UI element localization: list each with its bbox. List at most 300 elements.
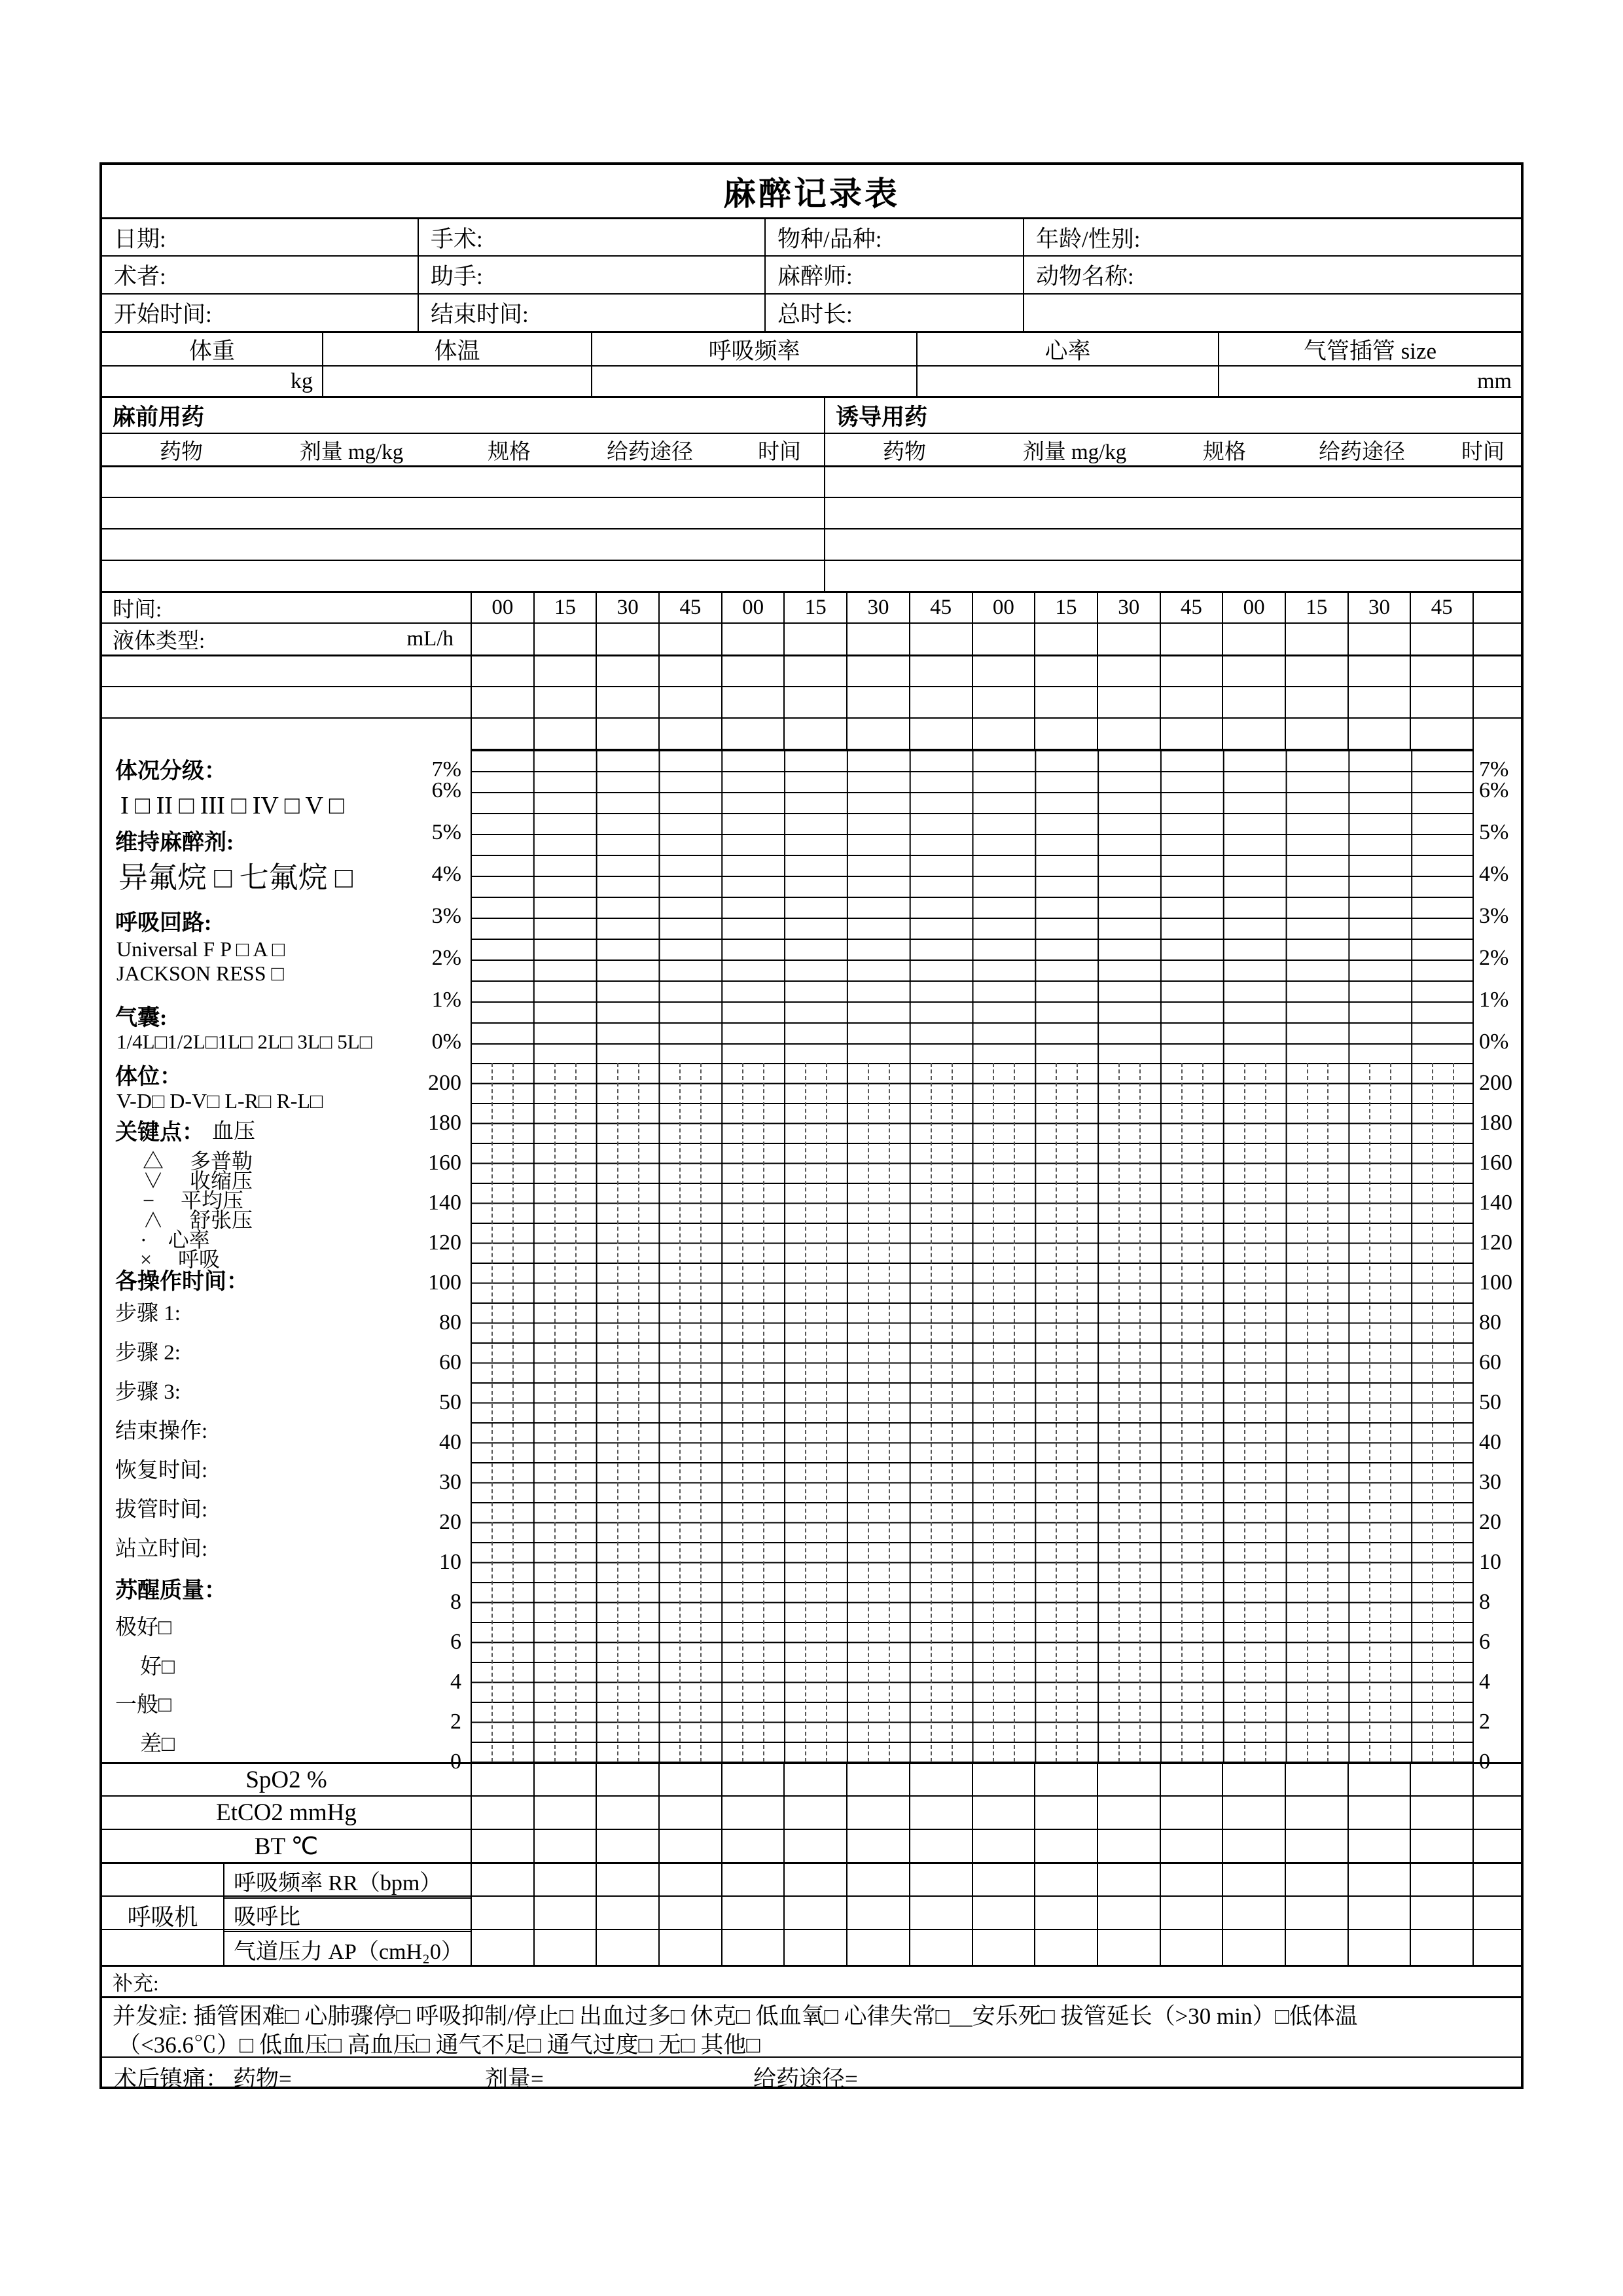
age-sex-field[interactable]: 年龄/性别: xyxy=(1023,219,1521,255)
scale-label-left: 0% xyxy=(431,1030,461,1054)
grid-cell xyxy=(846,1864,909,1895)
grid-cell xyxy=(846,719,909,749)
scale-label-right: 2% xyxy=(1479,946,1509,970)
grid-cell xyxy=(721,656,784,686)
grid-dashed-line xyxy=(805,1063,806,1762)
grid-cell xyxy=(1160,624,1222,655)
grid-dashed-line xyxy=(512,1063,514,1762)
grid-cell xyxy=(1034,1797,1097,1829)
scale-label-left: 120 xyxy=(428,1230,461,1255)
grid-cell xyxy=(1222,719,1285,749)
grid-cell xyxy=(1222,1930,1285,1965)
assistant-field[interactable]: 助手: xyxy=(418,257,764,293)
grid-cell xyxy=(1097,1897,1160,1929)
scale-label-right: 160 xyxy=(1479,1150,1512,1175)
blank-grid-row xyxy=(102,686,1521,717)
induction-entry-cell[interactable] xyxy=(824,529,1521,560)
col-route: 给药途径 xyxy=(1319,440,1405,464)
grid-dashed-line xyxy=(1118,1063,1120,1762)
grid-cell xyxy=(658,656,721,686)
anesthesia-record-form xyxy=(99,162,1524,2092)
time-tick: 45 xyxy=(1160,593,1222,622)
grid-cell xyxy=(783,656,846,686)
grid-cell xyxy=(1347,1930,1410,1965)
analgesia-label: 术后镇痛： xyxy=(114,2066,229,2092)
grid-cell xyxy=(783,1897,846,1929)
checkbox-option-line[interactable]: 好□ xyxy=(140,1655,175,1679)
grid-cell xyxy=(471,1764,533,1795)
grid-cell xyxy=(1347,687,1410,717)
grid-cell xyxy=(1347,656,1410,686)
scale-label-left: 100 xyxy=(428,1270,461,1295)
induction-entry-cell[interactable] xyxy=(824,561,1521,591)
grid-dashed-line xyxy=(575,1063,577,1762)
blank-label-cell[interactable] xyxy=(102,719,471,749)
grid-cell xyxy=(972,1764,1035,1795)
grid-dashed-line xyxy=(1139,1063,1141,1762)
analgesia-dose-field[interactable]: 剂量= xyxy=(485,2066,544,2092)
grid-cell xyxy=(909,1830,972,1862)
grid-cell xyxy=(972,1930,1035,1965)
grid-cell xyxy=(658,1764,721,1795)
start-time-field[interactable]: 开始时间: xyxy=(114,302,212,327)
grid-cell xyxy=(1097,1764,1160,1795)
grid-cell xyxy=(1097,1830,1160,1862)
grid-cell xyxy=(972,1830,1035,1862)
grid-dashed-line xyxy=(1244,1063,1245,1762)
scale-label-right: 50 xyxy=(1479,1390,1501,1414)
fluid-row xyxy=(102,622,1521,655)
grid-cell xyxy=(1285,1830,1347,1862)
panel-label: 血压 xyxy=(212,1120,255,1143)
grid-cell xyxy=(846,1897,909,1929)
grid-cell xyxy=(1410,624,1472,655)
checkbox-option-line[interactable]: JACKSON RESS □ xyxy=(116,961,284,985)
analgesia-drug-field[interactable]: 药物= xyxy=(233,2066,292,2092)
time-tick: 00 xyxy=(471,593,533,622)
grid-cell-narrow xyxy=(1472,1830,1521,1862)
weight-header: 体重 xyxy=(188,338,235,364)
grid-dashed-line xyxy=(554,1063,556,1762)
grid-cell xyxy=(721,1764,784,1795)
grid-cell xyxy=(471,719,533,749)
grid-cell xyxy=(596,687,658,717)
grid-cell xyxy=(1347,1897,1410,1929)
time-row-label: 时间: xyxy=(113,598,162,622)
grid-cell xyxy=(596,1764,658,1795)
checkbox-option-line[interactable]: V-D□ D-V□ L-R□ R-L□ xyxy=(116,1089,323,1113)
induction-columns xyxy=(824,434,1521,465)
panel-label: 结束操作: xyxy=(115,1420,208,1443)
premed-entry-cell[interactable] xyxy=(102,561,824,591)
grid-cell xyxy=(909,719,972,749)
panel-label: · 心率 xyxy=(140,1228,210,1251)
grid-cell xyxy=(1347,1830,1410,1862)
et-tube-header: 气管插管 size xyxy=(1218,333,1521,365)
spo2-row xyxy=(102,1762,1521,1795)
panel-label: 步骤 3: xyxy=(115,1380,181,1404)
fluid-unit-label: mL/h xyxy=(406,627,454,651)
grid-cell xyxy=(783,687,846,717)
grid-cell xyxy=(471,1797,533,1829)
grid-cell xyxy=(721,1797,784,1829)
checkbox-option-line[interactable]: 极好□ xyxy=(115,1616,171,1640)
surgeon-field[interactable]: 术者: xyxy=(114,264,166,289)
col-time: 时间 xyxy=(1461,440,1505,464)
complications-line2[interactable]: （<36.6℃）□ 低血压□ 高血压□ 通气不足□ 通气过度□ 无□ 其他□ xyxy=(118,2032,760,2058)
scale-label-left: 1% xyxy=(431,988,461,1012)
grid-cell xyxy=(471,687,533,717)
grid-cell xyxy=(1160,687,1222,717)
end-time-field[interactable]: 结束时间: xyxy=(418,295,764,331)
time-tick: 30 xyxy=(1347,593,1410,622)
grid-cell xyxy=(596,1797,658,1829)
panel-label: 各操作时间： xyxy=(115,1270,249,1294)
grid-cell xyxy=(1222,656,1285,686)
grid-cell xyxy=(658,1897,721,1929)
grid-dashed-line xyxy=(1014,1063,1015,1762)
grid-dashed-line xyxy=(1202,1063,1204,1762)
grid-cell xyxy=(972,687,1035,717)
grid-dashed-line xyxy=(868,1063,869,1762)
weight-value-cell[interactable]: kg xyxy=(291,368,313,393)
grid-cell xyxy=(1347,1764,1410,1795)
complications-row[interactable] xyxy=(102,1996,1521,2056)
med-data-row xyxy=(102,528,1521,560)
grid-cell xyxy=(658,719,721,749)
scale-label-right: 40 xyxy=(1479,1429,1501,1454)
grid-cell xyxy=(1347,624,1410,655)
grid-cell-narrow xyxy=(1472,687,1521,717)
grid-cell xyxy=(1285,1797,1347,1829)
etco2-label: EtCO2 mmHg xyxy=(216,1799,357,1826)
time-tick: 00 xyxy=(972,593,1035,622)
scale-label-right: 1% xyxy=(1479,988,1509,1012)
grid-dashed-line xyxy=(638,1063,639,1762)
grid-cell xyxy=(658,1930,721,1965)
grid-cell xyxy=(1097,719,1160,749)
resp-rate-header: 呼吸频率 xyxy=(591,333,916,365)
grid-cell xyxy=(783,1864,846,1895)
time-tick: 30 xyxy=(846,593,909,622)
grid-cell xyxy=(596,719,658,749)
scale-label-right: 8 xyxy=(1479,1589,1490,1614)
time-tick: 45 xyxy=(658,593,721,622)
checkbox-option-line[interactable]: 差□ xyxy=(140,1732,175,1756)
grid-cell xyxy=(1285,687,1347,717)
col-dose: 剂量 mg/kg xyxy=(1022,440,1127,464)
grid-cell xyxy=(1410,1930,1472,1965)
panel-label: 步骤 2: xyxy=(115,1341,181,1365)
complications-line1[interactable]: 并发症: 插管困难□ 心肺骤停□ 呼吸抑制/停止□ 出血过多□ 休克□ 低血氧□ 心律失常□__安乐死□ 拔管延长（>30 min）□低体温 xyxy=(113,2003,1358,2029)
grid-cell xyxy=(1034,1930,1097,1965)
grid-dashed-line xyxy=(931,1063,932,1762)
grid-cell xyxy=(596,1864,658,1895)
grid-cell xyxy=(909,656,972,686)
grid-cell xyxy=(596,656,658,686)
scale-label-left: 80 xyxy=(439,1310,461,1335)
panel-label: 关键点： xyxy=(115,1121,204,1145)
scale-label-right: 0% xyxy=(1479,1030,1509,1054)
vitals-header-row xyxy=(102,331,1521,365)
premed-entry-cell[interactable] xyxy=(102,467,824,497)
premed-entry-cell[interactable] xyxy=(102,529,824,560)
grid-dashed-line xyxy=(1265,1063,1266,1762)
spo2-label: SpO2 % xyxy=(245,1766,327,1793)
scale-label-left: 6% xyxy=(431,778,461,802)
grid-cell xyxy=(846,656,909,686)
grid-cell xyxy=(1410,1864,1472,1895)
scale-label-right: 3% xyxy=(1479,904,1509,928)
grid-cell xyxy=(1222,1830,1285,1862)
grid-cell xyxy=(658,1830,721,1862)
blank-label-cell[interactable] xyxy=(102,656,471,686)
col-drug: 药物 xyxy=(883,440,926,464)
grid-cell xyxy=(1285,1930,1347,1965)
analgesia-route-field[interactable]: 给药途径= xyxy=(753,2066,858,2092)
tube-value-cell[interactable]: mm xyxy=(1218,367,1521,396)
scale-label-left: 5% xyxy=(431,820,461,844)
grid-cell xyxy=(1285,624,1347,655)
grid-cell xyxy=(846,687,909,717)
scale-label-right: 20 xyxy=(1479,1509,1501,1534)
grid-cell xyxy=(596,1830,658,1862)
grid-cell xyxy=(972,656,1035,686)
grid-cell xyxy=(596,1897,658,1929)
grid-cell xyxy=(533,1897,596,1929)
grid-cell xyxy=(1034,687,1097,717)
blank-grid-row xyxy=(102,717,1521,749)
grid-cell xyxy=(1160,656,1222,686)
date-field[interactable]: 日期: xyxy=(114,226,166,252)
grid-cell xyxy=(846,624,909,655)
supplement-label: 补充: xyxy=(113,1972,159,1995)
grid-cell xyxy=(658,1864,721,1895)
grid-cell xyxy=(909,1864,972,1895)
grid-cell xyxy=(1097,1864,1160,1895)
vital-signs-grid xyxy=(471,1063,1474,1762)
premed-title: 麻前用药 xyxy=(113,404,205,430)
grid-cell xyxy=(1222,1897,1285,1929)
premed-entry-cell[interactable] xyxy=(102,498,824,528)
analgesia-row xyxy=(102,2056,1521,2092)
info-empty-cell xyxy=(1023,295,1521,331)
grid-cell xyxy=(1410,656,1472,686)
grid-cell xyxy=(1285,1764,1347,1795)
panel-label: 拔管时间: xyxy=(115,1498,208,1522)
grid-cell xyxy=(596,624,658,655)
grid-cell xyxy=(1097,624,1160,655)
fluid-type-label: 液体类型: xyxy=(113,630,205,653)
scale-label-left: 140 xyxy=(428,1190,461,1215)
col-route: 给药途径 xyxy=(607,440,693,464)
scale-label-left: 4 xyxy=(450,1669,461,1694)
time-tick: 45 xyxy=(909,593,972,622)
anesthetic-percent-grid xyxy=(471,749,1474,1063)
fluid-label-cell[interactable] xyxy=(102,624,471,655)
scale-label-left: 7% xyxy=(431,757,461,781)
induction-entry-cell[interactable] xyxy=(824,467,1521,497)
induction-entry-cell[interactable] xyxy=(824,498,1521,528)
panel-label: 呼吸回路: xyxy=(115,911,212,935)
temp-value-cell[interactable] xyxy=(322,367,591,396)
grid-cell xyxy=(533,1764,596,1795)
grid-cell xyxy=(721,1830,784,1862)
grid-dashed-line xyxy=(993,1063,994,1762)
grid-cell xyxy=(533,656,596,686)
grid-cell xyxy=(1160,1830,1222,1862)
scale-label-right: 180 xyxy=(1479,1110,1512,1135)
grid-cell xyxy=(909,687,972,717)
grid-cell-narrow xyxy=(1472,1764,1521,1795)
grid-cell xyxy=(1034,719,1097,749)
grid-cell xyxy=(846,1830,909,1862)
grid-cell xyxy=(1160,1864,1222,1895)
grid-cell xyxy=(972,719,1035,749)
grid-cell xyxy=(721,1930,784,1965)
supplement-row[interactable] xyxy=(102,1965,1521,1996)
species-field[interactable]: 物种/品种: xyxy=(764,219,1023,255)
panel-label: 恢复时间: xyxy=(115,1459,208,1482)
grid-cell-narrow xyxy=(1472,656,1521,686)
grid-cell xyxy=(846,1930,909,1965)
panel-label: × 呼吸 xyxy=(140,1247,221,1271)
bt-label: BT ℃ xyxy=(254,1833,319,1860)
scale-label-left: 0 xyxy=(450,1749,461,1774)
info-row-2 xyxy=(102,255,1521,293)
grid-dashed-line xyxy=(1307,1063,1308,1762)
scale-label-right: 60 xyxy=(1479,1350,1501,1374)
checkbox-option-line[interactable]: I □ II □ III □ IV □ V □ xyxy=(120,792,344,819)
bt-row xyxy=(102,1829,1521,1862)
time-header-row xyxy=(102,591,1521,622)
grid-cell xyxy=(1285,1864,1347,1895)
panel-label: 气囊: xyxy=(115,1006,168,1030)
grid-cell xyxy=(1222,1764,1285,1795)
scale-label-right: 6 xyxy=(1479,1629,1490,1654)
scale-label-right: 30 xyxy=(1479,1469,1501,1494)
grid-cell xyxy=(471,1864,533,1895)
grid-cell xyxy=(783,719,846,749)
grid-cell xyxy=(783,1764,846,1795)
grid-cell xyxy=(1410,1797,1472,1829)
grid-cell xyxy=(721,719,784,749)
med-title-row xyxy=(102,396,1521,433)
panel-label: 站立时间: xyxy=(115,1537,208,1561)
grid-cell-narrow xyxy=(1472,719,1521,749)
checkbox-option-line[interactable]: 异氟烷 □ 七氟烷 □ xyxy=(118,861,353,894)
scale-label-right: 4% xyxy=(1479,862,1509,886)
grid-cell xyxy=(1034,1830,1097,1862)
scale-label-left: 30 xyxy=(439,1469,461,1494)
grid-dashed-line xyxy=(700,1063,702,1762)
grid-cell xyxy=(471,1897,533,1929)
time-tick: 45 xyxy=(1410,593,1472,622)
hr-value-cell[interactable] xyxy=(916,367,1218,396)
grid-cell xyxy=(783,1830,846,1862)
grid-cell xyxy=(783,1930,846,1965)
grid-cell xyxy=(783,624,846,655)
scale-label-right: 120 xyxy=(1479,1230,1512,1255)
grid-cell xyxy=(721,687,784,717)
col-time: 时间 xyxy=(758,440,801,464)
grid-cell xyxy=(471,624,533,655)
checkbox-option-line[interactable]: 1/4L□1/2L□1L□ 2L□ 3L□ 5L□ xyxy=(116,1030,372,1053)
grid-cell xyxy=(1222,1797,1285,1829)
grid-dashed-line xyxy=(1056,1063,1057,1762)
animal-name-field[interactable]: 动物名称: xyxy=(1023,257,1521,293)
resp-value-cell[interactable] xyxy=(591,367,916,396)
scale-label-right: 5% xyxy=(1479,820,1509,844)
grid-dashed-line xyxy=(763,1063,764,1762)
total-duration-field[interactable]: 总时长: xyxy=(764,295,1023,331)
vitals-value-row xyxy=(102,365,1521,396)
grid-cell xyxy=(533,687,596,717)
anesthetist-field[interactable]: 麻醉师: xyxy=(764,257,1023,293)
checkbox-option-line[interactable]: Universal F P □ A □ xyxy=(116,937,285,961)
time-tick: 15 xyxy=(1034,593,1097,622)
grid-cell xyxy=(1160,719,1222,749)
time-tick: 30 xyxy=(596,593,658,622)
grid-dashed-line xyxy=(1369,1063,1370,1762)
time-tick: 30 xyxy=(1097,593,1160,622)
grid-cell xyxy=(909,1764,972,1795)
grid-dashed-line xyxy=(1181,1063,1183,1762)
grid-dashed-line xyxy=(679,1063,681,1762)
grid-cell xyxy=(471,656,533,686)
grid-cell xyxy=(783,1797,846,1829)
scale-label-left: 4% xyxy=(431,862,461,886)
grid-cell xyxy=(721,1897,784,1929)
scale-label-left: 180 xyxy=(428,1110,461,1135)
grid-dashed-line xyxy=(742,1063,743,1762)
blank-grid-row xyxy=(102,655,1521,686)
scale-label-left: 3% xyxy=(431,904,461,928)
grid-cell xyxy=(533,719,596,749)
grid-dashed-line xyxy=(491,1063,493,1762)
panel-label: 苏醒质量： xyxy=(115,1579,226,1603)
grid-cell xyxy=(1347,1797,1410,1829)
surgery-field[interactable]: 手术: xyxy=(418,219,764,255)
grid-dashed-line xyxy=(1077,1063,1078,1762)
etco2-row xyxy=(102,1795,1521,1829)
grid-cell xyxy=(1285,1897,1347,1929)
grid-cell xyxy=(1034,656,1097,686)
med-columns-row xyxy=(102,433,1521,465)
grid-cell xyxy=(1097,1797,1160,1829)
med-data-row xyxy=(102,497,1521,528)
vent-ie-label: 吸呼比 xyxy=(223,1897,471,1931)
grid-cell-narrow xyxy=(1472,1897,1521,1929)
checkbox-option-line[interactable]: 一般□ xyxy=(115,1693,171,1717)
scale-label-right: 10 xyxy=(1479,1549,1501,1574)
vent-rr-label: 呼吸频率 RR（bpm） xyxy=(223,1864,471,1897)
grid-cell xyxy=(1160,1897,1222,1929)
title-row xyxy=(102,165,1521,217)
grid-cell xyxy=(1222,624,1285,655)
grid-cell xyxy=(1347,1864,1410,1895)
grid-cell xyxy=(972,624,1035,655)
grid-cell xyxy=(1160,1764,1222,1795)
temp-header: 体温 xyxy=(322,333,591,365)
grid-cell xyxy=(658,687,721,717)
med-data-row xyxy=(102,465,1521,497)
grid-dashed-line xyxy=(1327,1063,1329,1762)
grid-cell xyxy=(909,1797,972,1829)
blank-label-cell[interactable] xyxy=(102,687,471,717)
grid-cell xyxy=(533,1830,596,1862)
grid-cell xyxy=(1347,719,1410,749)
